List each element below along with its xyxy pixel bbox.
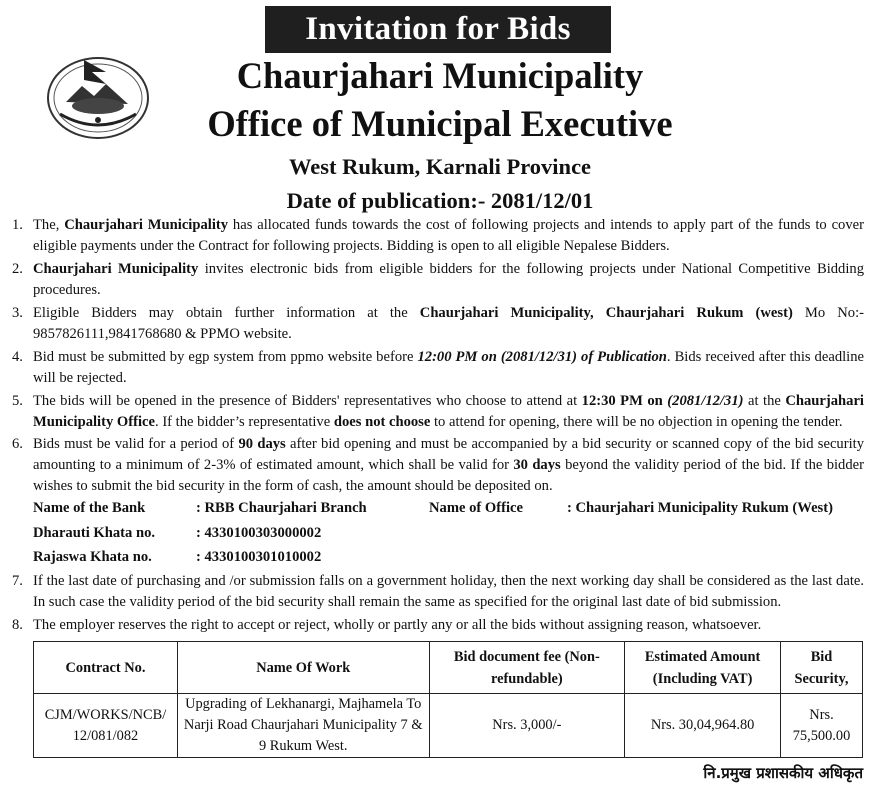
banner-title: Invitation for Bids xyxy=(265,6,611,53)
bank-name-value: : RBB Chaurjahari Branch xyxy=(196,500,367,516)
clause-text: The, Chaurjahari Municipality has allocated funds towards the cost of following projects and intends to apply part of the funds to cover eligible payments under the Contract for following projects. Bidding is open to all eligible Nepalese Bidders. xyxy=(33,217,864,254)
clause-number: 7. xyxy=(12,573,23,589)
clause-number: 5. xyxy=(12,393,23,409)
clause-text: The employer reserves the right to accept or reject, wholly or partly any or all the bids without assigning reason, whatsoever. xyxy=(33,617,762,633)
table-header-row xyxy=(34,642,863,694)
col-bid-doc-fee: Bid document fee (Non-refundable) xyxy=(429,642,625,694)
publication-date: Date of publication:- 2081/12/01 xyxy=(286,188,594,213)
clause-number: 1. xyxy=(12,217,23,233)
bank-name-label: Name of the Bank xyxy=(33,500,146,516)
table-row xyxy=(34,694,863,758)
municipality-title: Chaurjahari Municipality xyxy=(236,55,644,96)
clause-3 xyxy=(12,303,864,345)
office-title: Office of Municipal Executive xyxy=(207,103,673,144)
cell-name-of-work: Upgrading of Lekhanargi, Majhamela To Narji Road Chaurjahari Municipality 7 & 9 Rukum West. xyxy=(177,694,429,758)
clause-text: If the last date of purchasing and /or submission falls on a government holiday, then the next working day shall be considered as the last date. In such case the validity period of the bid security shall remain the same as specified for the original last date of bid submission. xyxy=(33,573,864,610)
cell-estimated-amount: Nrs. 30,04,964.80 xyxy=(625,694,781,758)
signatory-title: नि.प्रमुख प्रशासकीय अधिकृत xyxy=(703,764,863,782)
clause-number: 6. xyxy=(12,436,23,452)
clause-text: Chaurjahari Municipality invites electronic bids from eligible bidders for the following projects under National Competitive Bidding procedures. xyxy=(33,261,864,298)
clause-5 xyxy=(12,391,864,433)
rajaswa-khata-label: Rajaswa Khata no. xyxy=(33,549,152,565)
col-contract-no: Contract No. xyxy=(34,642,178,694)
clause-number: 3. xyxy=(12,305,23,321)
clause-number: 2. xyxy=(12,261,23,277)
clause-6 xyxy=(12,434,864,497)
col-bid-security: Bid Security, xyxy=(781,642,863,694)
dharauti-khata-label: Dharauti Khata no. xyxy=(33,525,156,541)
cell-bid-security: Nrs. 75,500.00 xyxy=(781,694,863,758)
cell-bid-doc-fee: Nrs. 3,000/- xyxy=(429,694,625,758)
clause-1 xyxy=(12,215,864,257)
clause-text: Eligible Bidders may obtain further information at the Chaurjahari Municipality, Chaurjahari Rukum (west) Mo No:- 9857826111,9841768680 & PPMO website. xyxy=(33,305,864,342)
clause-7 xyxy=(12,571,864,613)
rajaswa-khata-value: : 4330100301010002 xyxy=(196,549,322,565)
bids-table xyxy=(33,641,863,758)
dharauti-khata-value: : 4330100303000002 xyxy=(196,525,322,541)
clause-4 xyxy=(12,347,864,389)
clause-number: 4. xyxy=(12,349,23,365)
location-line: West Rukum, Karnali Province xyxy=(288,154,592,179)
col-name-of-work: Name Of Work xyxy=(177,642,429,694)
clause-number: 8. xyxy=(12,617,23,633)
office-name-value: : Chaurjahari Municipality Rukum (West) xyxy=(567,500,833,516)
clause-2 xyxy=(12,259,864,301)
clause-text: Bids must be valid for a period of 90 days after bid opening and must be accompanied by a bid security or scanned copy of the bid security amounting to a minimum of 2-3% of estimated amount, which shall be valid for 30 days beyond the validity period of the bid. If the bidder wishes to submit the bid security in the form of cash, the amount should be deposited on. xyxy=(33,436,864,494)
office-name-label: Name of Office xyxy=(429,500,524,516)
col-estimated-amount: Estimated Amount (Including VAT) xyxy=(625,642,781,694)
clause-8 xyxy=(12,615,864,636)
cell-contract-no: CJM/WORKS/NCB/ 12/081/082 xyxy=(34,694,178,758)
clause-text: The bids will be opened in the presence of Bidders' representatives who choose to attend at 12:30 PM on (2081/12/31) at the Chaurjahari Municipality Office. If the bidder’s representative does not choose to attend for opening, there will be no objection in opening the tender. xyxy=(33,393,864,430)
nepal-government-emblem-icon xyxy=(44,50,152,142)
clause-text: Bid must be submitted by egp system from ppmo website before 12:00 PM on (2081/12/31) of Publication. Bids received after this deadline will be rejected. xyxy=(33,349,864,386)
